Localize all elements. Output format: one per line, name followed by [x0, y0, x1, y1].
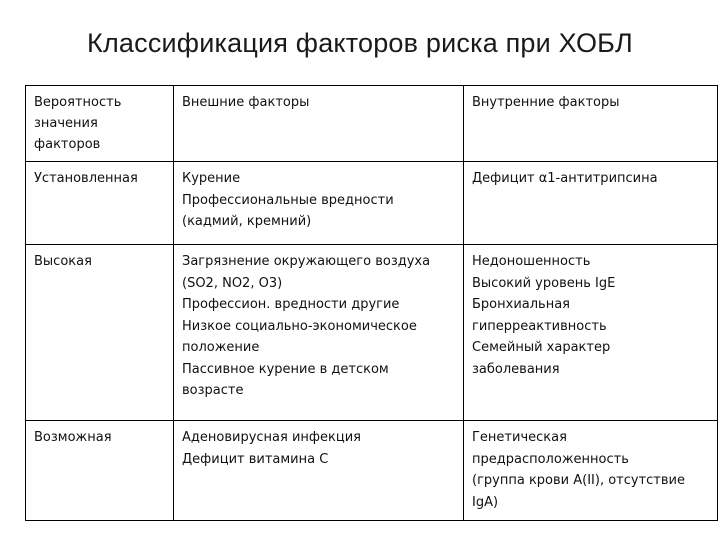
- header-cell-probability: [26, 86, 174, 162]
- internal-factor-line: гиперреактивность: [472, 318, 607, 334]
- external-factor-line: Пассивное курение в детском: [182, 361, 389, 377]
- internal-factor-line: Дефицит α1-антитрипсина: [472, 171, 658, 186]
- external-factor-line: возрасте: [182, 383, 244, 398]
- header-cell-external: [174, 86, 464, 162]
- external-factor-line: (SO2, NO2, O3): [182, 275, 283, 291]
- internal-factor-line: Генетическая: [472, 430, 567, 445]
- probability-cell: [26, 162, 174, 245]
- table-row-possible: [26, 421, 718, 521]
- internal-factor-line: Высокий уровень IgE: [472, 275, 616, 291]
- table-row-high: [26, 245, 718, 421]
- internal-factors-cell: [464, 245, 718, 421]
- risk-factors-table: [25, 85, 718, 521]
- external-factors-cell: [174, 162, 464, 245]
- external-factor-line: Профессиональные вредности: [182, 192, 394, 208]
- header-probability-line: Вероятность: [34, 95, 122, 110]
- probability-cell: [26, 421, 174, 521]
- external-factor-line: Дефицит витамина С: [182, 451, 329, 467]
- header-external-label: Внешние факторы: [182, 95, 310, 110]
- internal-factor-line: предрасположенность: [472, 451, 629, 467]
- header-internal-label: Внутренние факторы: [472, 95, 620, 110]
- external-factor-line: Профессион. вредности другие: [182, 297, 400, 312]
- probability-label: Установленная: [34, 171, 138, 186]
- external-factor-line: положение: [182, 340, 260, 355]
- external-factor-line: (кадмий, кремний): [182, 214, 312, 229]
- table-row-established: [26, 162, 718, 245]
- external-factors-cell: [174, 421, 464, 521]
- external-factor-line: Курение: [182, 171, 241, 186]
- external-factor-line: Аденовирусная инфекция: [182, 430, 361, 445]
- probability-cell: [26, 245, 174, 421]
- internal-factor-line: заболевания: [472, 361, 560, 377]
- internal-factor-line: Семейный характер: [472, 340, 611, 355]
- page-title: Классификация факторов риска при ХОБЛ: [87, 28, 633, 58]
- probability-label: Высокая: [34, 254, 92, 269]
- internal-factor-line: Бронхиальная: [472, 297, 570, 312]
- internal-factor-line: IgA): [472, 494, 499, 510]
- external-factor-line: Низкое социально-экономическое: [182, 318, 417, 334]
- header-probability-line: факторов: [34, 137, 101, 152]
- external-factor-line: Загрязнение окружающего воздуха: [182, 254, 431, 269]
- header-cell-internal: [464, 86, 718, 162]
- header-probability-line: значения: [34, 116, 98, 131]
- probability-label: Возможная: [34, 430, 112, 445]
- internal-factors-cell: [464, 162, 718, 245]
- internal-factors-cell: [464, 421, 718, 521]
- internal-factor-line: Недоношенность: [472, 254, 591, 269]
- external-factors-cell: [174, 245, 464, 421]
- internal-factor-line: (группа крови A(II), отсутствие: [472, 473, 685, 488]
- table-header-row: [26, 86, 718, 162]
